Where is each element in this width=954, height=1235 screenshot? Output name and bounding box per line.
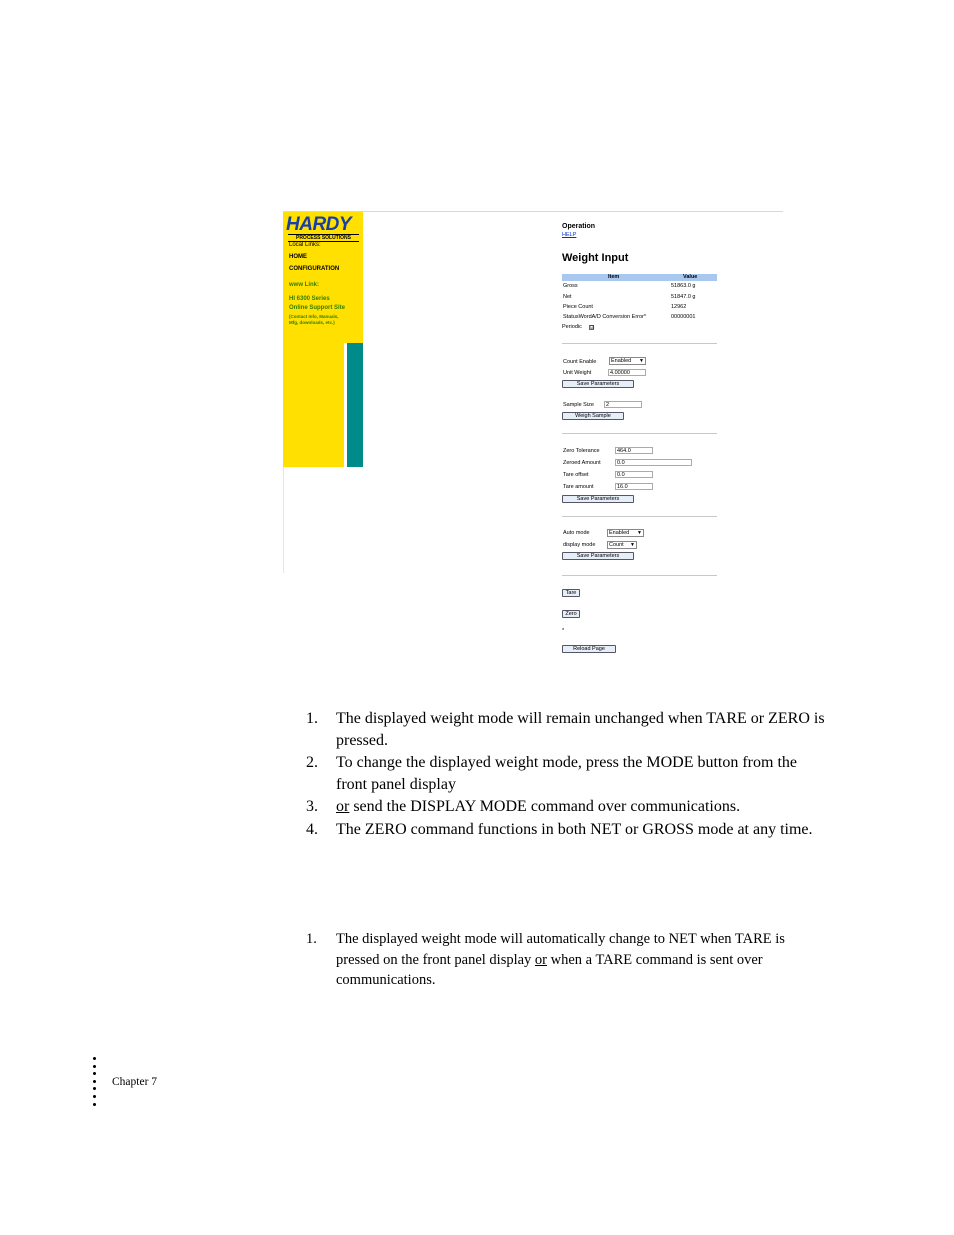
row-value: 00000001 <box>671 314 696 320</box>
reload-page-button[interactable]: Reload Page <box>562 645 616 653</box>
list-number: 1. <box>306 931 317 947</box>
zero-tolerance-label: Zero Tolerance <box>563 448 600 454</box>
save-parameters-button[interactable]: Save Parameters <box>562 552 634 560</box>
display-mode-select[interactable] <box>607 541 637 549</box>
online-support-link[interactable]: Online Support Site <box>289 305 346 311</box>
list-text <box>336 929 826 991</box>
sample-size-label: Sample Size <box>563 402 594 408</box>
row-value: 51863.0 g <box>671 283 696 289</box>
list-text: To change the displayed weight mode, press the MODE button from the front panel display <box>336 754 797 793</box>
tare-button[interactable]: Tare <box>562 589 580 597</box>
count-enable-select[interactable] <box>609 357 646 365</box>
count-enable-label: Count Enable <box>563 359 597 365</box>
series-link[interactable]: HI 6300 Series <box>289 296 330 302</box>
divider <box>562 516 717 517</box>
local-links-label: Local Links: <box>289 242 321 248</box>
web-page-screenshot <box>283 211 783 661</box>
configuration-link[interactable]: CONFIGURATION <box>289 266 340 272</box>
tare-offset-input[interactable]: 0.0 <box>615 471 653 478</box>
sidebar-teal-bar <box>347 343 363 467</box>
row-item: Gross <box>563 283 578 289</box>
list-number: 4. <box>306 821 318 838</box>
dot <box>93 1057 96 1060</box>
unit-weight-label: Unit Weight <box>563 370 592 376</box>
sample-size-input[interactable]: 2 <box>604 401 642 408</box>
table-header <box>562 274 717 281</box>
contact-info-text: Mfg, downloads, etc.) <box>289 320 335 325</box>
www-link-label: www Link: <box>289 282 319 288</box>
auto-mode-value: Enabled <box>609 530 630 536</box>
underlined-word: or <box>534 951 548 968</box>
display-mode-label: display mode <box>563 542 596 548</box>
save-parameters-button[interactable]: Save Parameters <box>562 495 634 503</box>
contact-info-text: (Contact Info, Manuals, <box>289 314 339 319</box>
tare-offset-label: Tare offset <box>563 472 589 478</box>
tare-amount-input[interactable]: 16.0 <box>615 483 653 490</box>
column-header-value: Value <box>683 274 698 280</box>
list-text-rest: send the DISPLAY MODE command over communications. <box>349 798 741 815</box>
dot <box>93 1065 96 1068</box>
list-number: 3. <box>306 798 318 815</box>
row-item: Net <box>563 294 572 300</box>
weight-input-title: Weight Input <box>562 252 629 264</box>
dot <box>93 1080 96 1083</box>
count-enable-value: Enabled <box>611 358 632 364</box>
zero-tolerance-input[interactable]: 464.0 <box>615 447 653 454</box>
display-mode-value: Count <box>609 542 624 548</box>
row-value: 51847.0 g <box>671 294 696 300</box>
auto-mode-select[interactable] <box>607 529 644 537</box>
tare-amount-label: Tare amount <box>563 484 594 490</box>
asterisk-note: * <box>562 628 565 634</box>
weigh-sample-button[interactable]: Weigh Sample <box>562 412 624 420</box>
chevron-down-icon: ▼ <box>639 358 644 364</box>
page-margin-dots <box>93 1057 97 1110</box>
row-item: StatusWordA/D Conversion Error* <box>563 314 647 320</box>
divider <box>562 343 717 344</box>
logo-subtitle: PROCESS SOLUTIONS <box>288 234 359 242</box>
hardy-logo: HARDY <box>286 214 352 235</box>
operation-heading: Operation <box>562 223 596 230</box>
dot <box>93 1072 96 1075</box>
help-link[interactable]: HELP <box>562 232 577 238</box>
divider <box>283 466 284 573</box>
list-number: 2. <box>306 754 318 771</box>
zeroed-amount-input[interactable]: 0.0 <box>615 459 692 466</box>
list-number: 1. <box>306 710 318 727</box>
underlined-word: or <box>336 798 350 815</box>
dot <box>93 1095 96 1098</box>
divider <box>562 575 717 576</box>
dot <box>93 1103 96 1106</box>
periodic-checkbox[interactable]: ☑ <box>590 325 595 331</box>
save-parameters-button[interactable]: Save Parameters <box>562 380 634 388</box>
dot <box>93 1087 96 1090</box>
column-header-item: Item <box>608 274 620 280</box>
chevron-down-icon: ▼ <box>637 530 642 536</box>
list-text <box>336 796 826 818</box>
row-item: Piece Count <box>563 304 593 310</box>
sidebar <box>283 212 363 467</box>
row-value: 12962 <box>671 304 687 310</box>
chapter-footer: Chapter 7 <box>112 1076 158 1088</box>
auto-mode-label: Auto mode <box>563 530 590 536</box>
chevron-down-icon: ▼ <box>630 542 635 548</box>
divider <box>562 433 717 434</box>
zeroed-amount-label: Zeroed Amount <box>563 460 601 466</box>
list-text-b: when a TARE command is sent over communications. <box>336 951 763 988</box>
home-link[interactable]: HOME <box>289 254 307 260</box>
list-text: The ZERO command functions in both NET or GROSS mode at any time. <box>336 821 813 838</box>
list-text: The displayed weight mode will remain unchanged when TARE or ZERO is pressed. <box>336 710 825 749</box>
list-text-a: The displayed weight mode will automatically change to NET when TARE is pressed on the front panel display <box>336 931 785 968</box>
unit-weight-input[interactable]: 4.00000 <box>608 369 646 376</box>
zero-button[interactable]: Zero <box>562 610 580 618</box>
periodic-label: Periodic <box>562 324 582 330</box>
